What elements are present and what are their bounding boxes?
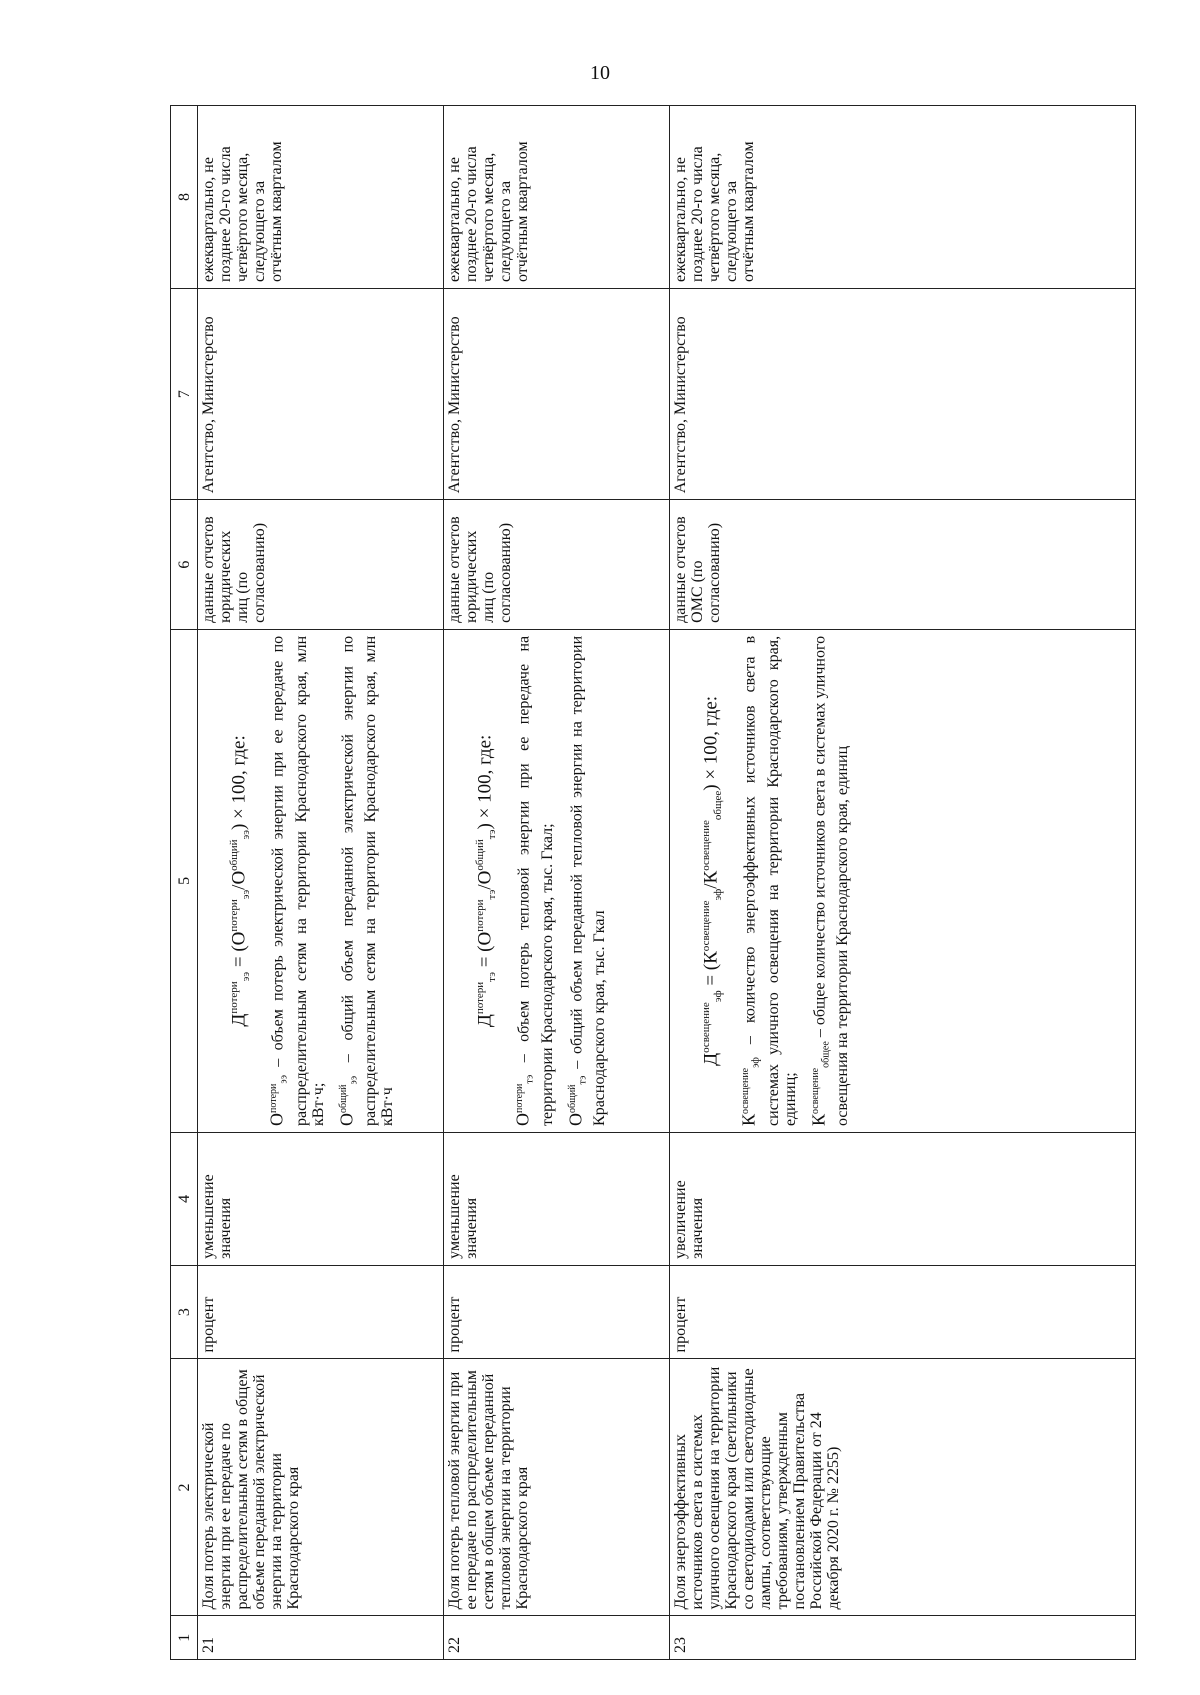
- indicator-name: Доля потерь тепловой энергии при ее передаче по распределительным сетям в общем объеме переданной тепловой энергии на территории Краснодарского края: [444, 1359, 670, 1616]
- header-cell-2: 2: [171, 1359, 198, 1616]
- formula-cell: [444, 629, 670, 1132]
- formula: $Д^{освещение}_{эф} = (К^{освещение}_{эф}/К^{освещение}_{общее}) \times 100$, где:: [700, 695, 725, 1066]
- formula: $Д^{потери}_{ээ} = (О^{потери}_{ээ}/О^{общий}_{ээ}) \times 100$, где:: [228, 735, 253, 1027]
- responsible-cell: Агентство, Министерство: [670, 289, 1136, 500]
- data-source-cell: данные отчетов юридических лиц (по согласованию): [198, 500, 444, 630]
- table-row: [198, 106, 444, 1660]
- indicator-name: Доля энергоэффективных источников света в системах уличного освещения на территории Краснодарского края (светильники со светодиодами или светодиодные лампы, соответствующие требованиям, утвержденным постановлением Правительства Российской Федерации от 24 декабря 2020 г. № 2255): [670, 1359, 1136, 1616]
- rotated-table-container: [170, 105, 1132, 1660]
- page-number: 10: [590, 62, 610, 84]
- header-cell-8: 8: [171, 106, 198, 289]
- table-row: [670, 106, 1136, 1660]
- row-number: 22: [444, 1616, 670, 1660]
- indicators-table: [170, 105, 1136, 1660]
- data-source-cell: данные отчетов юридических лиц (по согласованию): [444, 500, 670, 630]
- header-cell-5: 5: [171, 629, 198, 1132]
- formula-definition: $О^{общий}_{ээ}$ – общий объем переданной электрической энергии по распределительным сетям на территории Краснодарского края, млн кВт·ч: [335, 635, 397, 1126]
- formula-definition: $К^{освещение}_{эф}$ – количество энергоэффективных источников света в системах уличного освещения на территории Краснодарского края, единиц;: [738, 635, 799, 1126]
- header-cell-7: 7: [171, 289, 198, 500]
- row-number: 21: [198, 1616, 444, 1660]
- indicator-name: Доля потерь электрической энергии при ее передаче по распределительным сетям в общем объеме переданной электрической энергии на территории Краснодарского края: [198, 1359, 444, 1616]
- formula-definition: $К^{освещение}_{общее}$ – общее количество источников света в системах уличного освещения на территории Краснодарского края, единиц: [807, 635, 852, 1126]
- deadline-cell: ежеквартально, не позднее 20-го числа четвёртого месяца, следующего за отчётным кварталом: [198, 106, 444, 289]
- direction-cell: уменьшение значения: [198, 1132, 444, 1265]
- responsible-cell: Агентство, Министерство: [444, 289, 670, 500]
- direction-cell: уменьшение значения: [444, 1132, 670, 1265]
- data-source-cell: данные отчетов ОМС (по согласованию): [670, 500, 1136, 630]
- row-number: 23: [670, 1616, 1136, 1660]
- formula-cell: [198, 629, 444, 1132]
- unit-cell: процент: [444, 1265, 670, 1359]
- formula: $Д^{потери}_{тэ} = (О^{потери}_{тэ}/О^{общий}_{тэ}) \times 100$, где:: [474, 734, 499, 1028]
- header-cell-6: 6: [171, 500, 198, 630]
- formula-cell: [670, 629, 1136, 1132]
- formula-definition: $О^{потери}_{тэ}$ – объем потерь тепловой энергии при ее передаче на территории Краснодарского края, тыс. Гкал;: [512, 635, 556, 1126]
- deadline-cell: ежеквартально, не позднее 20-го числа четвёртого месяца, следующего за отчётным кварталом: [670, 106, 1136, 289]
- header-cell-4: 4: [171, 1132, 198, 1265]
- unit-cell: процент: [198, 1265, 444, 1359]
- table-header-row: [171, 106, 198, 1660]
- deadline-cell: ежеквартально, не позднее 20-го числа четвёртого месяца, следующего за отчётным кварталом: [444, 106, 670, 289]
- table-row: [444, 106, 670, 1660]
- unit-cell: процент: [670, 1265, 1136, 1359]
- responsible-cell: Агентство, Министерство: [198, 289, 444, 500]
- header-cell-1: 1: [171, 1616, 198, 1660]
- formula-definition: $О^{общий}_{тэ}$ – общий объем переданной тепловой энергии на территории Краснодарского края, тыс. Гкал: [564, 635, 609, 1126]
- formula-definition: $О^{потери}_{ээ}$ – объем потерь электрической энергии при ее передаче по распределительным сетям на территории Краснодарского края, млн кВт·ч;: [266, 635, 327, 1126]
- header-cell-3: 3: [171, 1265, 198, 1359]
- direction-cell: увеличение значения: [670, 1132, 1136, 1265]
